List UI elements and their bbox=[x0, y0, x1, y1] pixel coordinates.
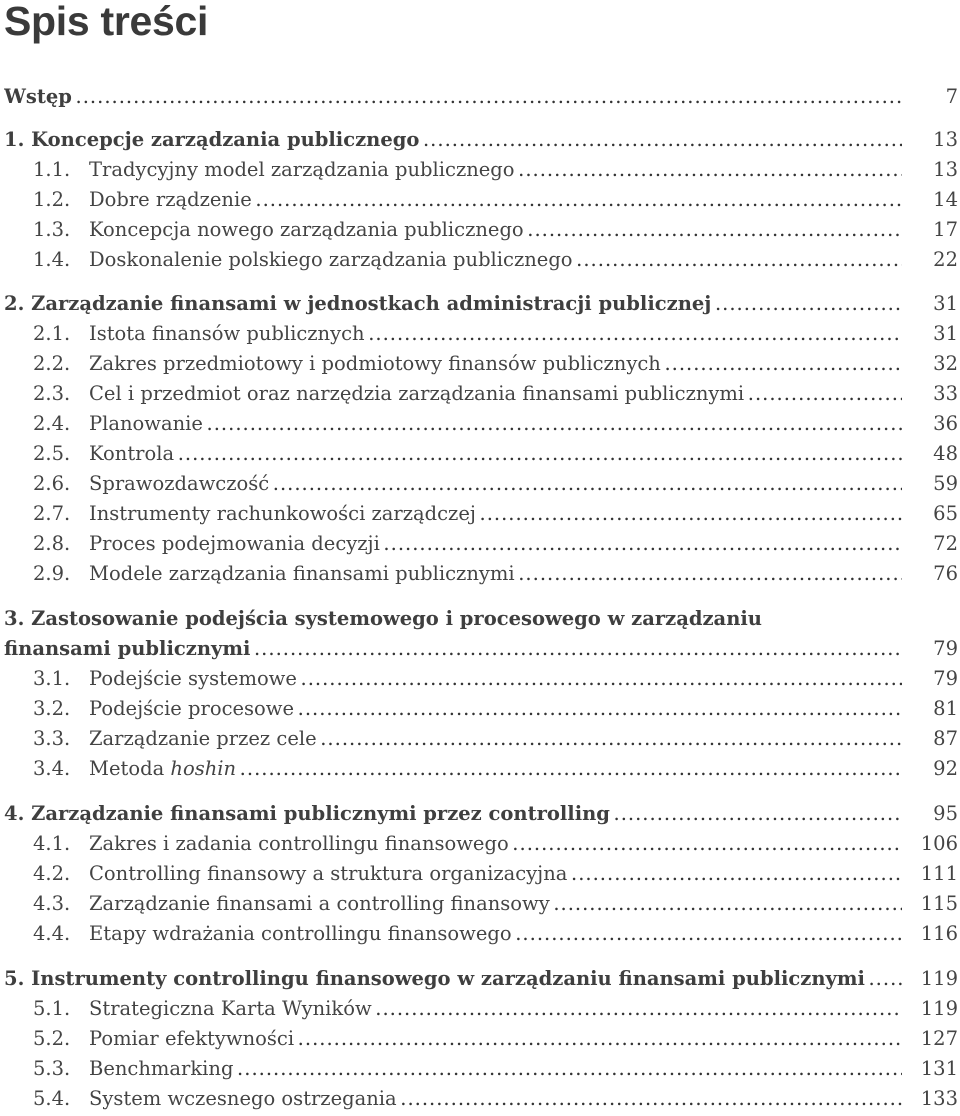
toc-chapter-number: 4. bbox=[4, 802, 25, 825]
toc-title-with-leader bbox=[89, 920, 902, 948]
toc-title bbox=[89, 1087, 902, 1110]
toc-chapter-entry[interactable] bbox=[4, 290, 960, 318]
toc-page-number: 95 bbox=[933, 802, 958, 825]
toc-section-number: 3.4. bbox=[33, 757, 71, 780]
toc-section-entry[interactable] bbox=[4, 216, 960, 244]
toc-title bbox=[89, 697, 902, 720]
toc-title-italic: hoshin bbox=[170, 757, 237, 780]
toc-title-with-leader bbox=[89, 665, 902, 693]
toc-section-entry[interactable] bbox=[4, 665, 960, 693]
toc-title-text: Zarządzanie finansami a controlling finansowy bbox=[89, 892, 550, 915]
toc-section-number: 5.4. bbox=[33, 1087, 71, 1110]
toc-title-text: Doskonalenie polskiego zarządzania publicznego bbox=[89, 248, 573, 271]
toc-title bbox=[89, 322, 902, 345]
toc-page-number: 119 bbox=[920, 997, 958, 1020]
toc-title bbox=[89, 158, 902, 181]
toc-page-number: 13 bbox=[933, 158, 958, 181]
toc-title bbox=[89, 188, 902, 211]
toc-section-number: 2.4. bbox=[33, 412, 71, 435]
toc-page-number: 72 bbox=[933, 532, 958, 555]
toc-title bbox=[89, 727, 902, 750]
toc-page-number: 115 bbox=[920, 892, 958, 915]
toc-section-entry[interactable] bbox=[4, 890, 960, 918]
toc-section-number: 1.4. bbox=[33, 248, 71, 271]
toc-title bbox=[89, 997, 902, 1020]
toc-page-number: 79 bbox=[933, 667, 958, 690]
toc-section-number: 2.9. bbox=[33, 562, 71, 585]
toc-section-entry[interactable] bbox=[4, 995, 960, 1023]
toc-title-text: Metoda bbox=[89, 757, 165, 780]
toc-title-text: Zarządzanie przez cele bbox=[89, 727, 317, 750]
toc-title bbox=[4, 85, 902, 108]
toc-title bbox=[89, 862, 902, 885]
toc-title bbox=[89, 832, 902, 855]
toc-title-with-leader bbox=[89, 1055, 902, 1083]
toc-title-text: Zakres i zadania controllingu finansowego bbox=[89, 832, 509, 855]
toc-section-number: 1.3. bbox=[33, 218, 71, 241]
toc-title-text: Sprawozdawczość bbox=[89, 472, 270, 495]
toc-title-text: Podejście procesowe bbox=[89, 697, 295, 720]
toc-chapter-heading-line bbox=[4, 605, 960, 633]
toc-title-text: Wstęp bbox=[4, 85, 72, 108]
toc-page-number: 87 bbox=[933, 727, 958, 750]
toc-page-number: 31 bbox=[933, 292, 958, 315]
toc-title bbox=[89, 382, 902, 405]
toc-title bbox=[89, 412, 902, 435]
toc-section-number: 2.3. bbox=[33, 382, 71, 405]
toc-title bbox=[4, 967, 902, 990]
toc-title-with-leader bbox=[89, 500, 902, 528]
toc-title-text: Controlling finansowy a struktura organizacyjna bbox=[89, 862, 568, 885]
toc-page-number: 48 bbox=[933, 442, 958, 465]
toc-section-entry[interactable] bbox=[4, 440, 960, 468]
toc-title bbox=[89, 667, 902, 690]
toc-page-number: 59 bbox=[933, 472, 958, 495]
toc-chapter-number: 3. bbox=[4, 607, 25, 630]
toc-title-with-leader bbox=[89, 246, 902, 274]
toc-section-entry[interactable] bbox=[4, 530, 960, 558]
toc-title-text: Planowanie bbox=[89, 412, 203, 435]
toc-section-number: 4.4. bbox=[33, 922, 71, 945]
toc-title bbox=[89, 248, 902, 271]
toc-page-number: 22 bbox=[933, 248, 958, 271]
toc-section-number: 2.6. bbox=[33, 472, 71, 495]
toc-title bbox=[89, 352, 902, 375]
toc-title-text: Koncepcja nowego zarządzania publicznego bbox=[89, 218, 524, 241]
toc-title-with-leader bbox=[89, 216, 902, 244]
toc-section-entry[interactable] bbox=[4, 500, 960, 528]
toc-title bbox=[89, 757, 902, 780]
toc-title bbox=[89, 442, 902, 465]
toc-title-text: Dobre rządzenie bbox=[89, 188, 252, 211]
toc-section-number: 2.5. bbox=[33, 442, 71, 465]
toc-title-with-leader bbox=[89, 1085, 902, 1113]
toc-title-text: Modele zarządzania finansami publicznymi bbox=[89, 562, 515, 585]
toc-title-text: Zarządzanie finansami publicznymi przez controlling bbox=[31, 802, 610, 825]
toc-title bbox=[89, 1027, 902, 1050]
toc-section-entry[interactable] bbox=[4, 860, 960, 888]
toc-section-entry[interactable] bbox=[4, 186, 960, 214]
toc-page-number: 92 bbox=[933, 757, 958, 780]
toc-title bbox=[89, 562, 902, 585]
toc-title-with-leader bbox=[89, 860, 902, 888]
toc-section-entry[interactable] bbox=[4, 755, 960, 783]
toc-title-with-leader bbox=[89, 156, 902, 184]
toc-title-with-leader bbox=[89, 890, 902, 918]
toc-section-entry[interactable] bbox=[4, 725, 960, 753]
toc-chapter-number: 5. bbox=[4, 967, 25, 990]
toc-section-entry[interactable] bbox=[4, 830, 960, 858]
toc-title-with-leader bbox=[4, 635, 902, 663]
toc-section-number: 5.3. bbox=[33, 1057, 71, 1080]
toc-page-number: 36 bbox=[933, 412, 958, 435]
toc-title-text: Zakres przedmiotowy i podmiotowy finansów publicznych bbox=[89, 352, 661, 375]
toc-title-with-leader bbox=[89, 186, 902, 214]
toc-section-entry[interactable] bbox=[4, 470, 960, 498]
toc-page-number: 81 bbox=[933, 697, 958, 720]
toc-title-with-leader bbox=[89, 560, 902, 588]
toc-chapter-title-line1: Zastosowanie podejścia systemowego i procesowego w zarządzaniu bbox=[31, 607, 762, 630]
toc-section-entry[interactable] bbox=[4, 1025, 960, 1053]
toc-page-number: 119 bbox=[920, 967, 958, 990]
toc-section-number: 2.7. bbox=[33, 502, 71, 525]
toc-section-number: 4.2. bbox=[33, 862, 71, 885]
toc-title bbox=[4, 802, 902, 825]
toc-page-number: 13 bbox=[933, 128, 958, 151]
toc-section-number: 1.1. bbox=[33, 158, 71, 181]
toc-section-entry[interactable] bbox=[4, 920, 960, 948]
toc-title-text: Cel i przedmiot oraz narzędzia zarządzania finansami publicznymi bbox=[89, 382, 745, 405]
toc-section-entry[interactable] bbox=[4, 156, 960, 184]
toc-section-entry[interactable] bbox=[4, 1085, 960, 1113]
toc-title-with-leader bbox=[89, 350, 902, 378]
toc-section-number: 4.3. bbox=[33, 892, 71, 915]
toc-title-text: Strategiczna Karta Wyników bbox=[89, 997, 372, 1020]
toc-title-with-leader bbox=[4, 290, 902, 318]
toc-title-with-leader bbox=[4, 83, 902, 111]
toc-section-number: 2.2. bbox=[33, 352, 71, 375]
toc-title-text: Pomiar efektywności bbox=[89, 1027, 295, 1050]
toc-title-with-leader bbox=[89, 440, 902, 468]
toc-title bbox=[89, 532, 902, 555]
toc-title-text: Kontrola bbox=[89, 442, 175, 465]
toc-title-with-leader bbox=[4, 965, 902, 993]
toc-section-number: 3.1. bbox=[33, 667, 71, 690]
toc-title-with-leader bbox=[89, 320, 902, 348]
toc-title-with-leader bbox=[89, 755, 902, 783]
toc-title-with-leader bbox=[89, 410, 902, 438]
toc-title-with-leader bbox=[89, 695, 902, 723]
toc-chapter-entry[interactable] bbox=[4, 800, 960, 828]
toc-page-number: 79 bbox=[933, 637, 958, 660]
toc-title-with-leader bbox=[89, 470, 902, 498]
toc-title-text: Instrumenty rachunkowości zarządczej bbox=[89, 502, 476, 525]
toc-title bbox=[4, 637, 902, 660]
toc-title-text: finansami publicznymi bbox=[4, 637, 251, 660]
toc-section-entry[interactable] bbox=[4, 320, 960, 348]
toc-section-number: 2.1. bbox=[33, 322, 71, 345]
toc-title-with-leader bbox=[89, 995, 902, 1023]
toc-title bbox=[4, 128, 902, 151]
toc-page-number: 31 bbox=[933, 322, 958, 345]
toc-page-number: 33 bbox=[933, 382, 958, 405]
toc-title bbox=[89, 922, 902, 945]
toc-title bbox=[89, 218, 902, 241]
toc-title bbox=[89, 1057, 902, 1080]
toc-title-text: System wczesnego ostrzegania bbox=[89, 1087, 397, 1110]
toc-section-entry[interactable] bbox=[4, 350, 960, 378]
toc-chapter-number: 1. bbox=[4, 128, 25, 151]
toc-section-entry[interactable] bbox=[4, 246, 960, 274]
toc-title-with-leader bbox=[89, 380, 902, 408]
toc-title-text: Instrumenty controllingu finansowego w zarządzaniu finansami publicznymi bbox=[31, 967, 865, 990]
toc-section-number: 3.3. bbox=[33, 727, 71, 750]
toc-title bbox=[89, 472, 902, 495]
toc-section-entry[interactable] bbox=[4, 560, 960, 588]
toc-title bbox=[89, 502, 902, 525]
toc-page-number: 14 bbox=[933, 188, 958, 211]
toc-section-number: 5.1. bbox=[33, 997, 71, 1020]
toc-title-with-leader bbox=[4, 800, 902, 828]
toc-title-text: Podejście systemowe bbox=[89, 667, 297, 690]
toc-page-number: 127 bbox=[920, 1027, 958, 1050]
toc-title-with-leader bbox=[4, 126, 902, 154]
toc-section-entry[interactable] bbox=[4, 695, 960, 723]
toc-section-number: 2.8. bbox=[33, 532, 71, 555]
toc-title-with-leader bbox=[89, 830, 902, 858]
toc-page-number: 32 bbox=[933, 352, 958, 375]
toc-section-entry[interactable] bbox=[4, 410, 960, 438]
toc-page-number: 116 bbox=[920, 922, 958, 945]
toc-title-text: Istota finansów publicznych bbox=[89, 322, 365, 345]
toc-title-with-leader bbox=[89, 530, 902, 558]
toc-page-number: 133 bbox=[920, 1087, 958, 1110]
toc-chapter-entry[interactable] bbox=[4, 965, 960, 993]
toc-title-text: Etapy wdrażania controllingu finansowego bbox=[89, 922, 512, 945]
toc-page-number: 76 bbox=[933, 562, 958, 585]
toc-page-number: 17 bbox=[933, 218, 958, 241]
toc-section-number: 4.1. bbox=[33, 832, 71, 855]
toc-title-text: Benchmarking bbox=[89, 1057, 234, 1080]
toc-title-text: Tradycyjny model zarządzania publicznego bbox=[89, 158, 515, 181]
toc-page-number: 7 bbox=[945, 85, 958, 108]
toc-section-number: 3.2. bbox=[33, 697, 71, 720]
toc-section-entry[interactable] bbox=[4, 380, 960, 408]
toc-title-text: Koncepcje zarządzania publicznego bbox=[31, 128, 420, 151]
toc-page-number: 131 bbox=[920, 1057, 958, 1080]
toc-page-number: 65 bbox=[933, 502, 958, 525]
toc-title-with-leader bbox=[89, 1025, 902, 1053]
toc-chapter-entry[interactable] bbox=[4, 83, 960, 111]
toc-title bbox=[4, 292, 902, 315]
toc-section-entry[interactable] bbox=[4, 1055, 960, 1083]
toc-section-number: 1.2. bbox=[33, 188, 71, 211]
toc-title-with-leader bbox=[89, 725, 902, 753]
toc-title-text: Zarządzanie finansami w jednostkach administracji publicznej bbox=[31, 292, 712, 315]
toc-section-number: 5.2. bbox=[33, 1027, 71, 1050]
toc-title bbox=[89, 892, 902, 915]
toc-chapter-number: 2. bbox=[4, 292, 25, 315]
toc-chapter-entry[interactable] bbox=[4, 126, 960, 154]
toc-title-text: Proces podejmowania decyzji bbox=[89, 532, 380, 555]
page-title: Spis treści bbox=[4, 0, 209, 44]
toc-page-number: 111 bbox=[920, 862, 958, 885]
toc-page-number: 106 bbox=[920, 832, 958, 855]
toc-chapter-entry[interactable] bbox=[4, 635, 960, 663]
